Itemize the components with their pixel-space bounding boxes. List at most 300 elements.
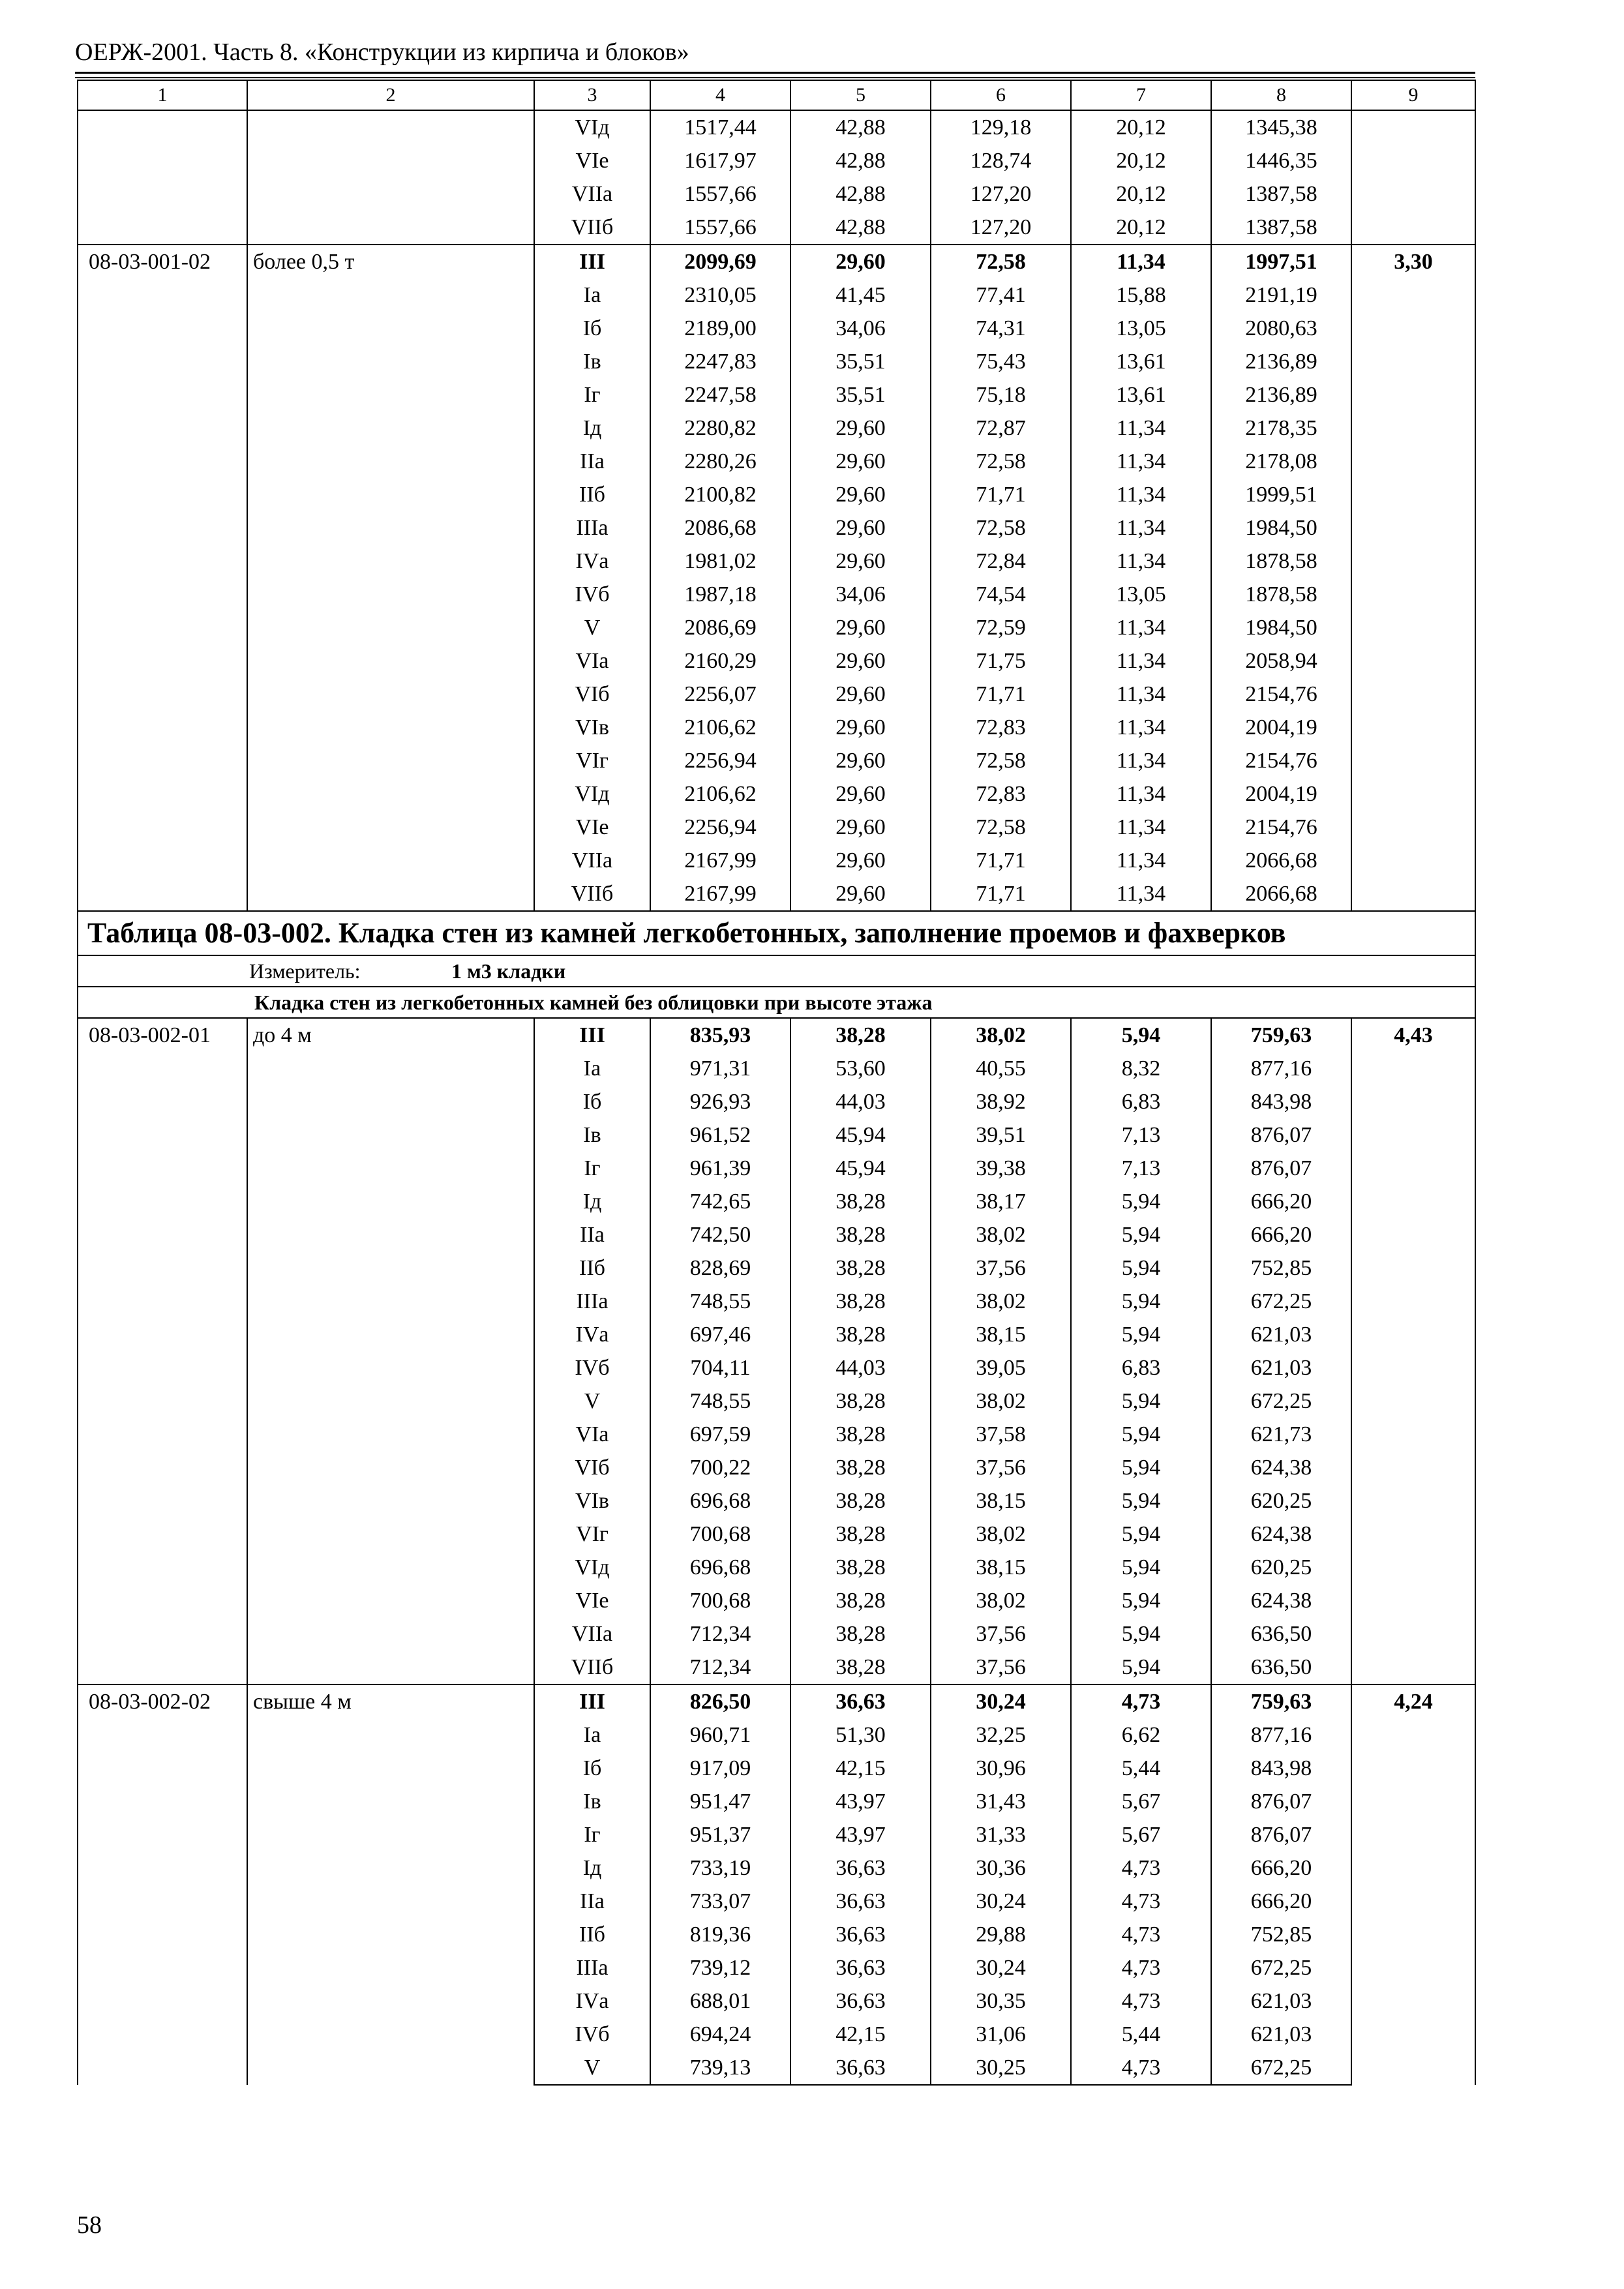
value-cell: 72,58 [931,511,1071,545]
value-cell: 5,44 [1071,2018,1211,2051]
value-cell: 4,73 [1071,1885,1211,1918]
value-cell: 739,12 [650,1951,790,1984]
column-number: 7 [1071,80,1211,110]
value-cell: 4,73 [1071,1851,1211,1885]
meter-value: 1 м3 кладки [451,959,566,983]
value-cell: 5,94 [1071,1251,1211,1285]
value-cell: 29,88 [931,1918,1071,1951]
rate-code [78,110,247,245]
value-cell: 835,93 [650,1018,790,1052]
value-cell: 36,63 [790,1984,931,2018]
value-cell: 636,50 [1211,1651,1351,1684]
column-number: 5 [790,80,931,110]
value-cell: 37,58 [931,1418,1071,1451]
value-cell: 38,02 [931,1384,1071,1418]
value-cell: 36,63 [790,2051,931,2085]
value-cell: 759,63 [1211,1684,1351,1718]
column-number: 2 [247,80,534,110]
zone-cell: VIIб [534,877,650,911]
value-cell: 36,63 [790,1918,931,1951]
value-cell: 5,94 [1071,1384,1211,1418]
section-row [78,987,1475,1018]
header-rule-thin [75,77,1475,78]
value-cell: 36,63 [790,1885,931,1918]
value-cell: 41,45 [790,278,931,312]
value-cell: 29,60 [790,777,931,811]
zone-cell: IIа [534,1218,650,1251]
value-cell: 961,52 [650,1118,790,1152]
value-cell: 697,46 [650,1318,790,1351]
value-cell: 39,51 [931,1118,1071,1152]
zone-cell: VIг [534,1518,650,1551]
value-cell: 621,03 [1211,1318,1351,1351]
value-cell: 733,19 [650,1851,790,1885]
value-cell: 36,63 [790,1851,931,1885]
value-cell: 30,24 [931,1684,1071,1718]
value-cell: 5,67 [1071,1785,1211,1818]
value-cell: 29,60 [790,245,931,278]
value-cell: 1999,51 [1211,478,1351,511]
zone-cell: IVб [534,2018,650,2051]
value-cell: 11,34 [1071,445,1211,478]
value-cell: 5,94 [1071,1651,1211,1684]
zone-cell: VIIа [534,177,650,211]
value-cell: 4,73 [1071,1984,1211,2018]
value-cell: 13,61 [1071,345,1211,378]
value-cell: 11,34 [1071,545,1211,578]
value-cell: 37,56 [931,1651,1071,1684]
value-cell: 960,71 [650,1718,790,1752]
rate-coefficient [1351,110,1475,245]
value-cell: 826,50 [650,1684,790,1718]
value-cell: 11,34 [1071,877,1211,911]
value-cell: 620,25 [1211,1484,1351,1518]
value-cell: 43,97 [790,1818,931,1851]
rate-name: свыше 4 м [247,1684,534,2085]
value-cell: 42,15 [790,1752,931,1785]
zone-cell: III [534,1684,650,1718]
value-cell: 38,28 [790,1584,931,1617]
zone-cell: Iг [534,378,650,411]
value-cell: 129,18 [931,110,1071,144]
value-cell: 5,94 [1071,1484,1211,1518]
meter-cell [78,955,1475,987]
value-cell: 672,25 [1211,2051,1351,2085]
value-cell: 72,87 [931,411,1071,445]
value-cell: 5,94 [1071,1584,1211,1617]
value-cell: 42,88 [790,177,931,211]
value-cell: 1345,38 [1211,110,1351,144]
table-row [78,1684,1475,1718]
value-cell: 30,35 [931,1984,1071,2018]
value-cell: 4,73 [1071,2051,1211,2085]
value-cell: 876,07 [1211,1118,1351,1152]
value-cell: 2100,82 [650,478,790,511]
value-cell: 29,60 [790,445,931,478]
zone-cell: III [534,245,650,278]
value-cell: 2189,00 [650,312,790,345]
value-cell: 13,05 [1071,578,1211,611]
column-number: 1 [78,80,247,110]
value-cell: 31,43 [931,1785,1071,1818]
value-cell: 1557,66 [650,177,790,211]
value-cell: 1878,58 [1211,545,1351,578]
value-cell: 6,83 [1071,1085,1211,1118]
value-cell: 2099,69 [650,245,790,278]
value-cell: 38,15 [931,1551,1071,1584]
value-cell: 38,28 [790,1484,931,1518]
value-cell: 666,20 [1211,1851,1351,1885]
value-cell: 29,60 [790,478,931,511]
zone-cell: Iг [534,1152,650,1185]
value-cell: 36,63 [790,1684,931,1718]
value-cell: 1617,97 [650,144,790,177]
value-cell: 38,28 [790,1251,931,1285]
value-cell: 666,20 [1211,1185,1351,1218]
section-heading: Кладка стен из легкобетонных камней без облицовки при высоте этажа [78,987,1475,1018]
meter-label: Измеритель: [249,959,361,983]
value-cell: 11,34 [1071,245,1211,278]
value-cell: 1446,35 [1211,144,1351,177]
zone-cell: VIе [534,1584,650,1617]
value-cell: 5,44 [1071,1752,1211,1785]
value-cell: 42,88 [790,110,931,144]
value-cell: 38,28 [790,1418,931,1451]
zone-cell: VIIа [534,844,650,877]
value-cell: 748,55 [650,1285,790,1318]
value-cell: 2167,99 [650,877,790,911]
value-cell: 2004,19 [1211,777,1351,811]
column-number: 6 [931,80,1071,110]
value-cell: 77,41 [931,278,1071,312]
rate-name: более 0,5 т [247,245,534,911]
value-cell: 704,11 [650,1351,790,1384]
value-cell: 37,56 [931,1251,1071,1285]
value-cell: 5,94 [1071,1418,1211,1451]
rate-name: до 4 м [247,1018,534,1684]
value-cell: 694,24 [650,2018,790,2051]
value-cell: 29,60 [790,711,931,744]
value-cell: 666,20 [1211,1218,1351,1251]
value-cell: 621,73 [1211,1418,1351,1451]
value-cell: 11,34 [1071,611,1211,644]
value-cell: 29,60 [790,678,931,711]
zone-cell: Iа [534,1718,650,1752]
zone-cell: IVб [534,578,650,611]
value-cell: 128,74 [931,144,1071,177]
value-cell: 53,60 [790,1052,931,1085]
value-cell: 1517,44 [650,110,790,144]
value-cell: 13,61 [1071,378,1211,411]
zone-cell: IIIа [534,511,650,545]
value-cell: 2160,29 [650,644,790,678]
value-cell: 2066,68 [1211,844,1351,877]
value-cell: 42,15 [790,2018,931,2051]
value-cell: 30,25 [931,2051,1071,2085]
value-cell: 2310,05 [650,278,790,312]
value-cell: 37,56 [931,1617,1071,1651]
column-number: 3 [534,80,650,110]
value-cell: 5,94 [1071,1218,1211,1251]
value-cell: 30,36 [931,1851,1071,1885]
zone-cell: IIа [534,1885,650,1918]
meter-row [78,955,1475,987]
value-cell: 71,71 [931,478,1071,511]
zone-cell: V [534,611,650,644]
zone-cell: IVб [534,1351,650,1384]
value-cell: 38,28 [790,1617,931,1651]
rate-name [247,110,534,245]
value-cell: 127,20 [931,211,1071,245]
zone-cell: IVа [534,1318,650,1351]
value-cell: 38,28 [790,1018,931,1052]
value-cell: 5,94 [1071,1617,1211,1651]
value-cell: 29,60 [790,411,931,445]
zone-cell: IIб [534,1251,650,1285]
value-cell: 13,05 [1071,312,1211,345]
value-cell: 42,88 [790,144,931,177]
value-cell: 621,03 [1211,1984,1351,2018]
value-cell: 1984,50 [1211,611,1351,644]
value-cell: 34,06 [790,312,931,345]
value-cell: 38,02 [931,1584,1071,1617]
value-cell: 38,28 [790,1384,931,1418]
value-cell: 2106,62 [650,711,790,744]
value-cell: 700,68 [650,1518,790,1551]
rate-code: 08-03-002-01 [78,1018,247,1684]
value-cell: 75,43 [931,345,1071,378]
zone-cell: VIб [534,678,650,711]
value-cell: 51,30 [790,1718,931,1752]
value-cell: 39,05 [931,1351,1071,1384]
value-cell: 11,34 [1071,511,1211,545]
column-number: 9 [1351,80,1475,110]
value-cell: 38,28 [790,1551,931,1584]
value-cell: 39,38 [931,1152,1071,1185]
value-cell: 2280,82 [650,411,790,445]
zone-cell: IIIа [534,1285,650,1318]
value-cell: 712,34 [650,1617,790,1651]
value-cell: 11,34 [1071,411,1211,445]
value-cell: 20,12 [1071,144,1211,177]
value-cell: 636,50 [1211,1617,1351,1651]
value-cell: 624,38 [1211,1584,1351,1617]
value-cell: 45,94 [790,1118,931,1152]
value-cell: 11,34 [1071,744,1211,777]
zone-cell: Iб [534,1752,650,1785]
value-cell: 38,02 [931,1018,1071,1052]
column-number-row [78,80,1475,110]
zone-cell: Iд [534,411,650,445]
value-cell: 20,12 [1071,110,1211,144]
value-cell: 621,03 [1211,1351,1351,1384]
value-cell: 30,24 [931,1885,1071,1918]
value-cell: 38,02 [931,1518,1071,1551]
value-cell: 72,59 [931,611,1071,644]
table-title: Таблица 08-03-002. Кладка стен из камней легкобетонных, заполнение проемов и фахверков [78,911,1475,955]
value-cell: 4,73 [1071,1684,1211,1718]
value-cell: 34,06 [790,578,931,611]
value-cell: 700,22 [650,1451,790,1484]
zone-cell: Iа [534,278,650,312]
value-cell: 696,68 [650,1551,790,1584]
value-cell: 748,55 [650,1384,790,1418]
value-cell: 752,85 [1211,1251,1351,1285]
value-cell: 42,88 [790,211,931,245]
rate-code: 08-03-001-02 [78,245,247,911]
value-cell: 38,28 [790,1285,931,1318]
value-cell: 75,18 [931,378,1071,411]
rates-table [77,80,1476,2086]
value-cell: 2256,94 [650,744,790,777]
value-cell: 4,73 [1071,1918,1211,1951]
value-cell: 38,28 [790,1451,931,1484]
page-header-title: ОЕРЖ-2001. Часть 8. «Конструкции из кирпича и блоков» [75,38,689,66]
zone-cell: VIд [534,777,650,811]
value-cell: 32,25 [931,1718,1071,1752]
value-cell: 2086,69 [650,611,790,644]
page-number: 58 [77,2211,102,2239]
value-cell: 624,38 [1211,1451,1351,1484]
header-rule [75,72,1475,74]
value-cell: 697,59 [650,1418,790,1451]
value-cell: 71,71 [931,678,1071,711]
rate-coefficient: 4,43 [1351,1018,1475,1684]
value-cell: 819,36 [650,1918,790,1951]
value-cell: 759,63 [1211,1018,1351,1052]
value-cell: 74,54 [931,578,1071,611]
value-cell: 1557,66 [650,211,790,245]
value-cell: 29,60 [790,744,931,777]
value-cell: 1984,50 [1211,511,1351,545]
value-cell: 44,03 [790,1351,931,1384]
value-cell: 672,25 [1211,1384,1351,1418]
value-cell: 45,94 [790,1152,931,1185]
value-cell: 7,13 [1071,1152,1211,1185]
value-cell: 8,32 [1071,1052,1211,1085]
value-cell: 38,92 [931,1085,1071,1118]
value-cell: 620,25 [1211,1551,1351,1584]
value-cell: 72,58 [931,744,1071,777]
value-cell: 624,38 [1211,1518,1351,1551]
zone-cell: VIб [534,1451,650,1484]
value-cell: 29,60 [790,644,931,678]
column-number: 4 [650,80,790,110]
value-cell: 1981,02 [650,545,790,578]
value-cell: 742,65 [650,1185,790,1218]
value-cell: 5,94 [1071,1285,1211,1318]
zone-cell: V [534,1384,650,1418]
value-cell: 6,83 [1071,1351,1211,1384]
value-cell: 11,34 [1071,811,1211,844]
value-cell: 961,39 [650,1152,790,1185]
value-cell: 72,58 [931,245,1071,278]
value-cell: 74,31 [931,312,1071,345]
zone-cell: VIе [534,811,650,844]
value-cell: 29,60 [790,611,931,644]
value-cell: 71,71 [931,844,1071,877]
value-cell: 11,34 [1071,678,1211,711]
value-cell: 37,56 [931,1451,1071,1484]
value-cell: 11,34 [1071,711,1211,744]
rate-code: 08-03-002-02 [78,1684,247,2085]
zone-cell: Iб [534,312,650,345]
value-cell: 917,09 [650,1752,790,1785]
value-cell: 1387,58 [1211,177,1351,211]
value-cell: 2136,89 [1211,378,1351,411]
value-cell: 971,31 [650,1052,790,1085]
value-cell: 15,88 [1071,278,1211,312]
zone-cell: VIд [534,1551,650,1584]
value-cell: 876,07 [1211,1785,1351,1818]
value-cell: 876,07 [1211,1818,1351,1851]
value-cell: 11,34 [1071,478,1211,511]
value-cell: 72,83 [931,777,1071,811]
value-cell: 843,98 [1211,1752,1351,1785]
value-cell: 2247,58 [650,378,790,411]
zone-cell: VIе [534,144,650,177]
zone-cell: IIб [534,1918,650,1951]
value-cell: 127,20 [931,177,1071,211]
table-title-row [78,911,1475,955]
value-cell: 877,16 [1211,1052,1351,1085]
value-cell: 43,97 [790,1785,931,1818]
value-cell: 44,03 [790,1085,931,1118]
value-cell: 877,16 [1211,1718,1351,1752]
zone-cell: Iд [534,1851,650,1885]
value-cell: 2136,89 [1211,345,1351,378]
value-cell: 11,34 [1071,777,1211,811]
value-cell: 5,94 [1071,1451,1211,1484]
value-cell: 7,13 [1071,1118,1211,1152]
value-cell: 38,02 [931,1285,1071,1318]
value-cell: 72,58 [931,811,1071,844]
value-cell: 739,13 [650,2051,790,2085]
zone-cell: IIб [534,478,650,511]
zone-cell: Iд [534,1185,650,1218]
zone-cell: Iв [534,1118,650,1152]
zone-cell: III [534,1018,650,1052]
value-cell: 29,60 [790,545,931,578]
value-cell: 828,69 [650,1251,790,1285]
value-cell: 926,93 [650,1085,790,1118]
value-cell: 5,94 [1071,1518,1211,1551]
value-cell: 38,28 [790,1518,931,1551]
value-cell: 29,60 [790,844,931,877]
value-cell: 672,25 [1211,1285,1351,1318]
value-cell: 29,60 [790,811,931,844]
value-cell: 1997,51 [1211,245,1351,278]
value-cell: 2106,62 [650,777,790,811]
value-cell: 38,28 [790,1651,931,1684]
zone-cell: VIа [534,1418,650,1451]
zone-cell: IVа [534,1984,650,2018]
value-cell: 71,71 [931,877,1071,911]
value-cell: 2154,76 [1211,678,1351,711]
value-cell: 5,94 [1071,1185,1211,1218]
value-cell: 20,12 [1071,211,1211,245]
rate-coefficient: 3,30 [1351,245,1475,911]
value-cell: 700,68 [650,1584,790,1617]
value-cell: 35,51 [790,378,931,411]
value-cell: 1387,58 [1211,211,1351,245]
zone-cell: VIIб [534,211,650,245]
value-cell: 621,03 [1211,2018,1351,2051]
value-cell: 1987,18 [650,578,790,611]
value-cell: 2154,76 [1211,744,1351,777]
value-cell: 2080,63 [1211,312,1351,345]
value-cell: 688,01 [650,1984,790,2018]
